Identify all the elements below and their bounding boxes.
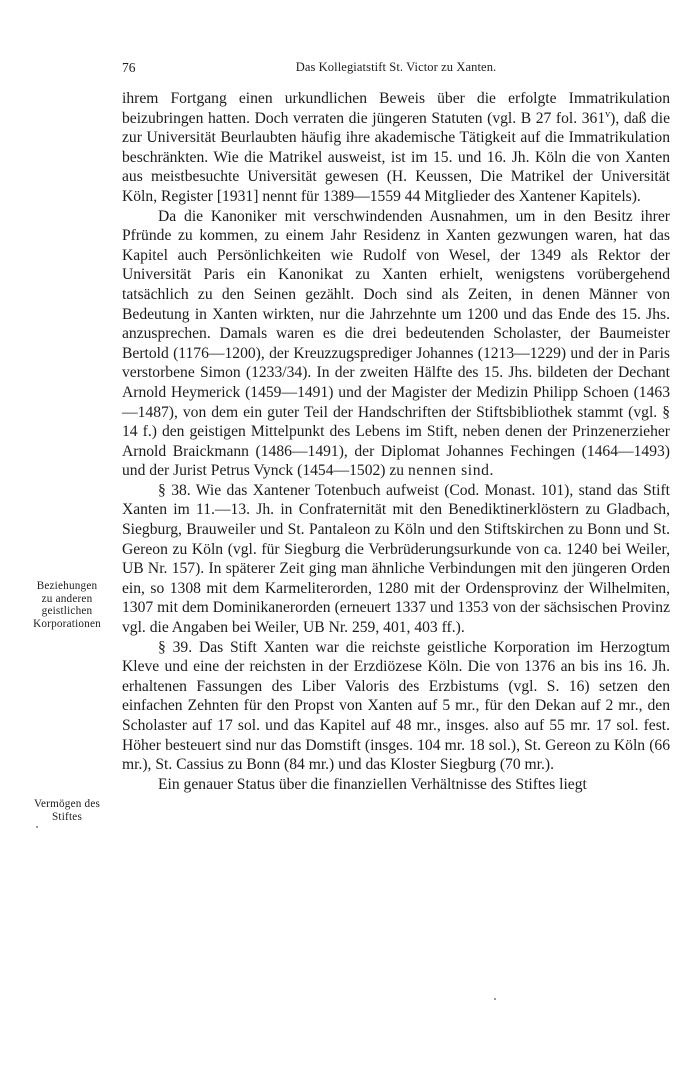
paragraph-status (122, 775, 670, 795)
main-text (122, 89, 670, 794)
margin-note-assets (14, 798, 120, 823)
paragraph-text: ), daß die zur Universität Beurlaubten häufig ihre akademische Tätigkeit auf die Immatrikulation beschränkten. Wie die Matrikel ausweist, ist im 15. und 16. Jh. Köln die von Xanten aus meistbesuchte Universität gewesen (H. Keussen, Die Matrikel der Universität Köln, Register [1931] nennt für 1389—1559 44 Mitglieder des Xantener Kapitels). (122, 109, 670, 205)
margin-note-line: Stiftes (52, 810, 82, 823)
superscript: v (605, 108, 611, 120)
paragraph-section-38 (122, 481, 670, 638)
paragraph-notable-canons (122, 207, 670, 481)
margin-note-line: Vermögen des (33, 798, 101, 810)
paragraph-text: § 39. Das Stift Xanten war die reichste geistliche Korporation im Herzogtum Kleve und eine der reichsten in der Erzdiözese Köln. Die von 1376 an bis ins 16. Jh. erhaltenen Fassungen des Liber Valoris des Erzbistums (vgl. S. 16) setzen den einfachen Zehnten für den Propst von Xanten auf 5 mr., für den Dekan auf 2 mr., den Scholaster auf 17 sol. und das Kapitel auf 48 mr., insges. also auf 55 mr. 17 sol. fest. Höher besteuert sind nur das Domstift (insges. 104 mr. 18 sol.), St. Gereon zu Köln (66 mr.), St. Cassius zu Bonn (84 mr.) und das Kloster Siegburg (70 mr.). (122, 638, 670, 774)
paragraph-text: Da die Kanoniker mit verschwindenden Ausnahmen, um in den Besitz ihrer Pfründe zu kommen, zu einem Jahr Residenz in Xanten gezwungen waren, hat das Kapitel auch Persönlichkeiten wie Rudolf von Wesel, der 1349 als Rektor der Universität Paris ein Kanonikat zu Xanten erhielt, wenigstens vorübergehend tatsächlich zu den Seinen gezählt. Doch sind als Zeiten, in denen Männer von Bedeutung in Xanten wirkten, nur die Jahrzehnte um 1200 und das Ende des 15. Jhs. anzusprechen. Damals waren es die drei bedeutenden Scholaster, der Baumeister Bertold (1176—1200), der Kreuzzugsprediger Johannes (1213—1229) und der in Paris verstorbene Simon (1233/34). In der zweiten Hälfte des 15. Jhs. bildeten der Dechant Arnold Heymerick (1459—1491) und der Magister der Medizin Philipp Schoen (1463—1487), von dem ein guter Teil der Handschriften der Stiftsbibliothek stammt (vgl. § 14 f.) den geistigen Mittelpunkt des Lebens im Stift, neben denen der Prinzenerzieher Arnold Braickmann (1486—1491), der Diplomat Johannes Fechingen (1464—1493) und der Jurist Petrus Vynck (1454—1502) zu (122, 207, 670, 480)
running-title: Das Kollegiatstift St. Victor zu Xanten. (295, 60, 497, 74)
margin-note-line: Korporationen (33, 617, 101, 630)
paragraph-text: Ein genauer Status über die finanziellen Verhältnisse des Stiftes liegt (158, 775, 587, 793)
margin-note-line: geistlichen (41, 605, 93, 617)
page-header (122, 60, 670, 80)
scan-speck (494, 998, 496, 1000)
paragraph-text: § 38. Wie das Xantener Totenbuch aufweist (Cod. Monast. 101), stand das Stift Xanten im 11.—13. Jh. in Confraternität mit den Benediktinerklöstern zu Gladbach, Siegburg, Brauweiler und St. Pantaleon zu Köln und den Stiftskirchen zu Bonn und St. Gereon zu Köln (vgl. für Siegburg die Verbrüderungsurkunde von ca. 1240 bei Weiler, UB Nr. 157). In späterer Zeit ging man ähnliche Verbindungen mit den jüngeren Orden ein, so 1308 mit dem Karmeliterorden, 1280 mit der Ordensprovinz der Wilhelmiten, 1307 mit dem Dominikanerorden (erneuert 1337 und 1353 von der sächsischen Provinz vgl. die Angaben bei Weiler, UB Nr. 259, 401, 403 ff.). (122, 481, 670, 637)
paragraph-text-spaced: nennen sind. (408, 462, 495, 480)
page-number: 76 (122, 60, 136, 75)
margin-note-line: zu anderen (41, 592, 93, 605)
scan-speck (36, 826, 38, 828)
margin-note-line: Beziehungen (36, 580, 98, 592)
paragraph-text: ihrem Fortgang einen urkundlichen Beweis über die erfolgte Immatrikulation beizubringen hatten. Doch verraten die jüngeren Statuten (vgl. B 27 fol. 361 (122, 90, 670, 127)
margin-note-relations (14, 580, 120, 630)
paragraph-matriculation (122, 89, 670, 207)
paragraph-section-39 (122, 638, 670, 775)
